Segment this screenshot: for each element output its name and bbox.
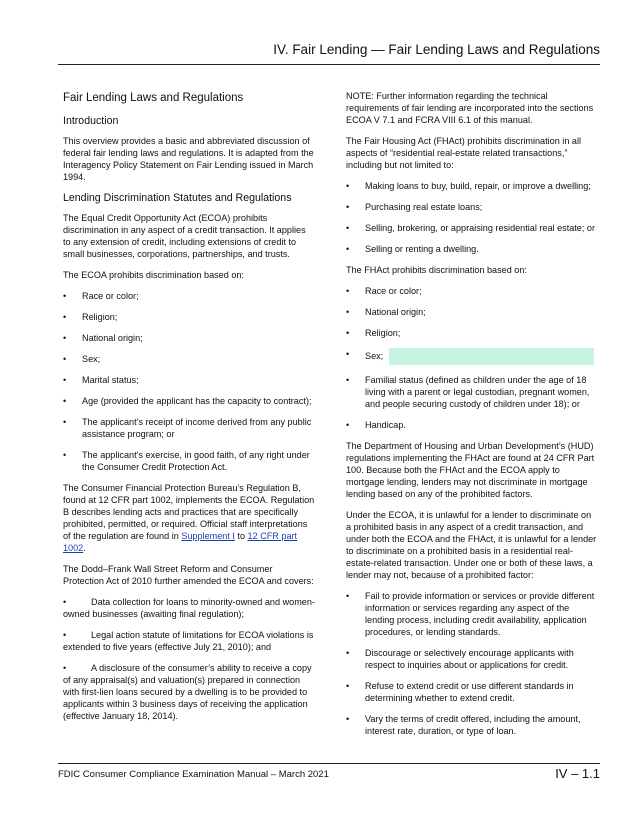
left-column (63, 90, 315, 731)
intro-heading: Introduction (63, 115, 119, 127)
ecoa-bases-list (63, 290, 315, 473)
prohibited-actions-list (346, 590, 598, 737)
list-item: • Vary the terms of credit offered, including the amount, interest rate, duration, or type of loan. (346, 713, 598, 737)
dodd-frank-list (63, 596, 315, 722)
list-item: • National origin; (346, 306, 598, 318)
dodd-frank-text: The Dodd–Frank Wall Street Reform and Consumer Protection Act of 2010 further amended the ECOA and covers: (63, 564, 314, 586)
note-text: NOTE: Further information regarding the technical requirements of fair lending are incorporated into the sections ECOA V 7.1 and FCRA VIII 6.1 of this manual. (346, 91, 594, 125)
fha-basis-intro: The FHAct prohibits discrimination based on: (346, 265, 527, 275)
list-item: • Selling or renting a dwelling. (346, 243, 598, 255)
list-item: • A disclosure of the consumer’s ability to receive a copy of any appraisal(s) and valuation(s) prepared in connection with first-lien loans secured by a dwelling is to be provided to applicants within 3 business days of receiving the application (effective January 18, 2014). (63, 663, 312, 721)
list-item: • Making loans to buy, build, repair, or improve a dwelling; (346, 180, 598, 192)
list-item: • The applicant’s receipt of income derived from any public assistance program; or (63, 416, 315, 440)
supplement-i-link[interactable]: Supplement I (181, 531, 235, 541)
list-item: • Data collection for loans to minority-owned and women-owned businesses (awaiting final regulation); (63, 597, 315, 619)
list-item: • Sex; (346, 348, 598, 365)
header-title: IV. Fair Lending — Fair Lending Laws and Regulations (273, 42, 600, 57)
list-item: • Refuse to extend credit or use different standards in determining whether to extend credit. (346, 680, 598, 704)
hud-text: The Department of Housing and Urban Development’s (HUD) regulations implementing the FHAct are found at 24 CFR Part 100. Because both the FHAct and the ECOA apply to mortgage lending, lenders may not discriminate in mortgage lending based on any of the prohibited factors. (346, 441, 595, 499)
fha-transactions-list (346, 180, 598, 255)
list-item: • Fail to provide information or services or provide different information or services regarding any aspect of the lending process, including credit availability, application procedures, or lending standards. (346, 590, 598, 638)
list-item: • Age (provided the applicant has the capacity to contract); (63, 395, 315, 407)
list-item: • Legal action statute of limitations for ECOA violations is extended to five years (effective July 21, 2010); and (63, 630, 314, 652)
list-item: • Marital status; (63, 374, 315, 386)
list-item: • Selling, brokering, or appraising residential real estate; or (346, 222, 598, 234)
fha-text: The Fair Housing Act (FHAct) prohibits discrimination in all aspects of “residential real-estate related transactions,” including but not limited to: (346, 136, 582, 170)
page-header (58, 40, 600, 65)
footer-manual-title: FDIC Consumer Compliance Examination Manual – March 2021 (58, 769, 329, 780)
ecoa-text: The Equal Credit Opportunity Act (ECOA) prohibits discrimination in any aspect of a credit transaction. It applies to any extension of credit, including extensions of credit to small businesses, corporations, partnerships, and trusts. (63, 213, 306, 259)
list-item: • Sex; (63, 353, 315, 365)
list-item: • Handicap. (346, 419, 598, 431)
list-item: • Religion; (63, 311, 315, 323)
highlight-box (389, 348, 594, 365)
ecoa-basis-intro: The ECOA prohibits discrimination based on: (63, 270, 244, 280)
list-item: • Discourage or selectively encourage applicants with respect to inquiries about or applications for credit. (346, 647, 598, 671)
fha-bases-list (346, 285, 598, 431)
intro-text: This overview provides a basic and abbreviated discussion of federal fair lending laws and regulations. It is adapted from the Interagency Policy Statement on Fair Lending issued in March 1994. (63, 136, 314, 182)
list-item: • National origin; (63, 332, 315, 344)
cfr-part-1002-link[interactable]: 12 CFR part 1002 (63, 531, 298, 553)
list-item: • The applicant’s exercise, in good faith, of any right under the Consumer Credit Protection Act. (63, 449, 315, 473)
page-title: Fair Lending Laws and Regulations (63, 92, 244, 104)
right-column (346, 90, 598, 746)
list-item: • Race or color; (63, 290, 315, 302)
regulation-b-text: The Consumer Financial Protection Bureau’s Regulation B, found at 12 CFR part 1002, implements the ECOA. Regulation B describes lending acts and practices that are specifically prohibited, permitted, or required. Official staff interpretations of the regulation are found in Supplement I to 12 CFR part 1002. (63, 483, 315, 553)
list-item: • Race or color; (346, 285, 598, 297)
page-footer (58, 763, 600, 781)
unlawful-text: Under the ECOA, it is unlawful for a lender to discriminate on a prohibited basis in any aspect of a credit transaction, and under both the ECOA and the FHAct, it is unlawful for a lender to discriminate on a prohibited basis in a residential real-estate-related transaction. Under one or both of these laws, a lender may not, because of a prohibited factor: (346, 510, 597, 580)
statutes-heading: Lending Discrimination Statutes and Regulations (63, 192, 292, 204)
footer-page-number: IV – 1.1 (555, 766, 600, 781)
list-item: • Religion; (346, 327, 598, 339)
list-item: • Familial status (defined as children under the age of 18 living with a parent or legal custodian, pregnant women, and people securing custody of children under 18); or (346, 374, 598, 410)
list-item: • Purchasing real estate loans; (346, 201, 598, 213)
